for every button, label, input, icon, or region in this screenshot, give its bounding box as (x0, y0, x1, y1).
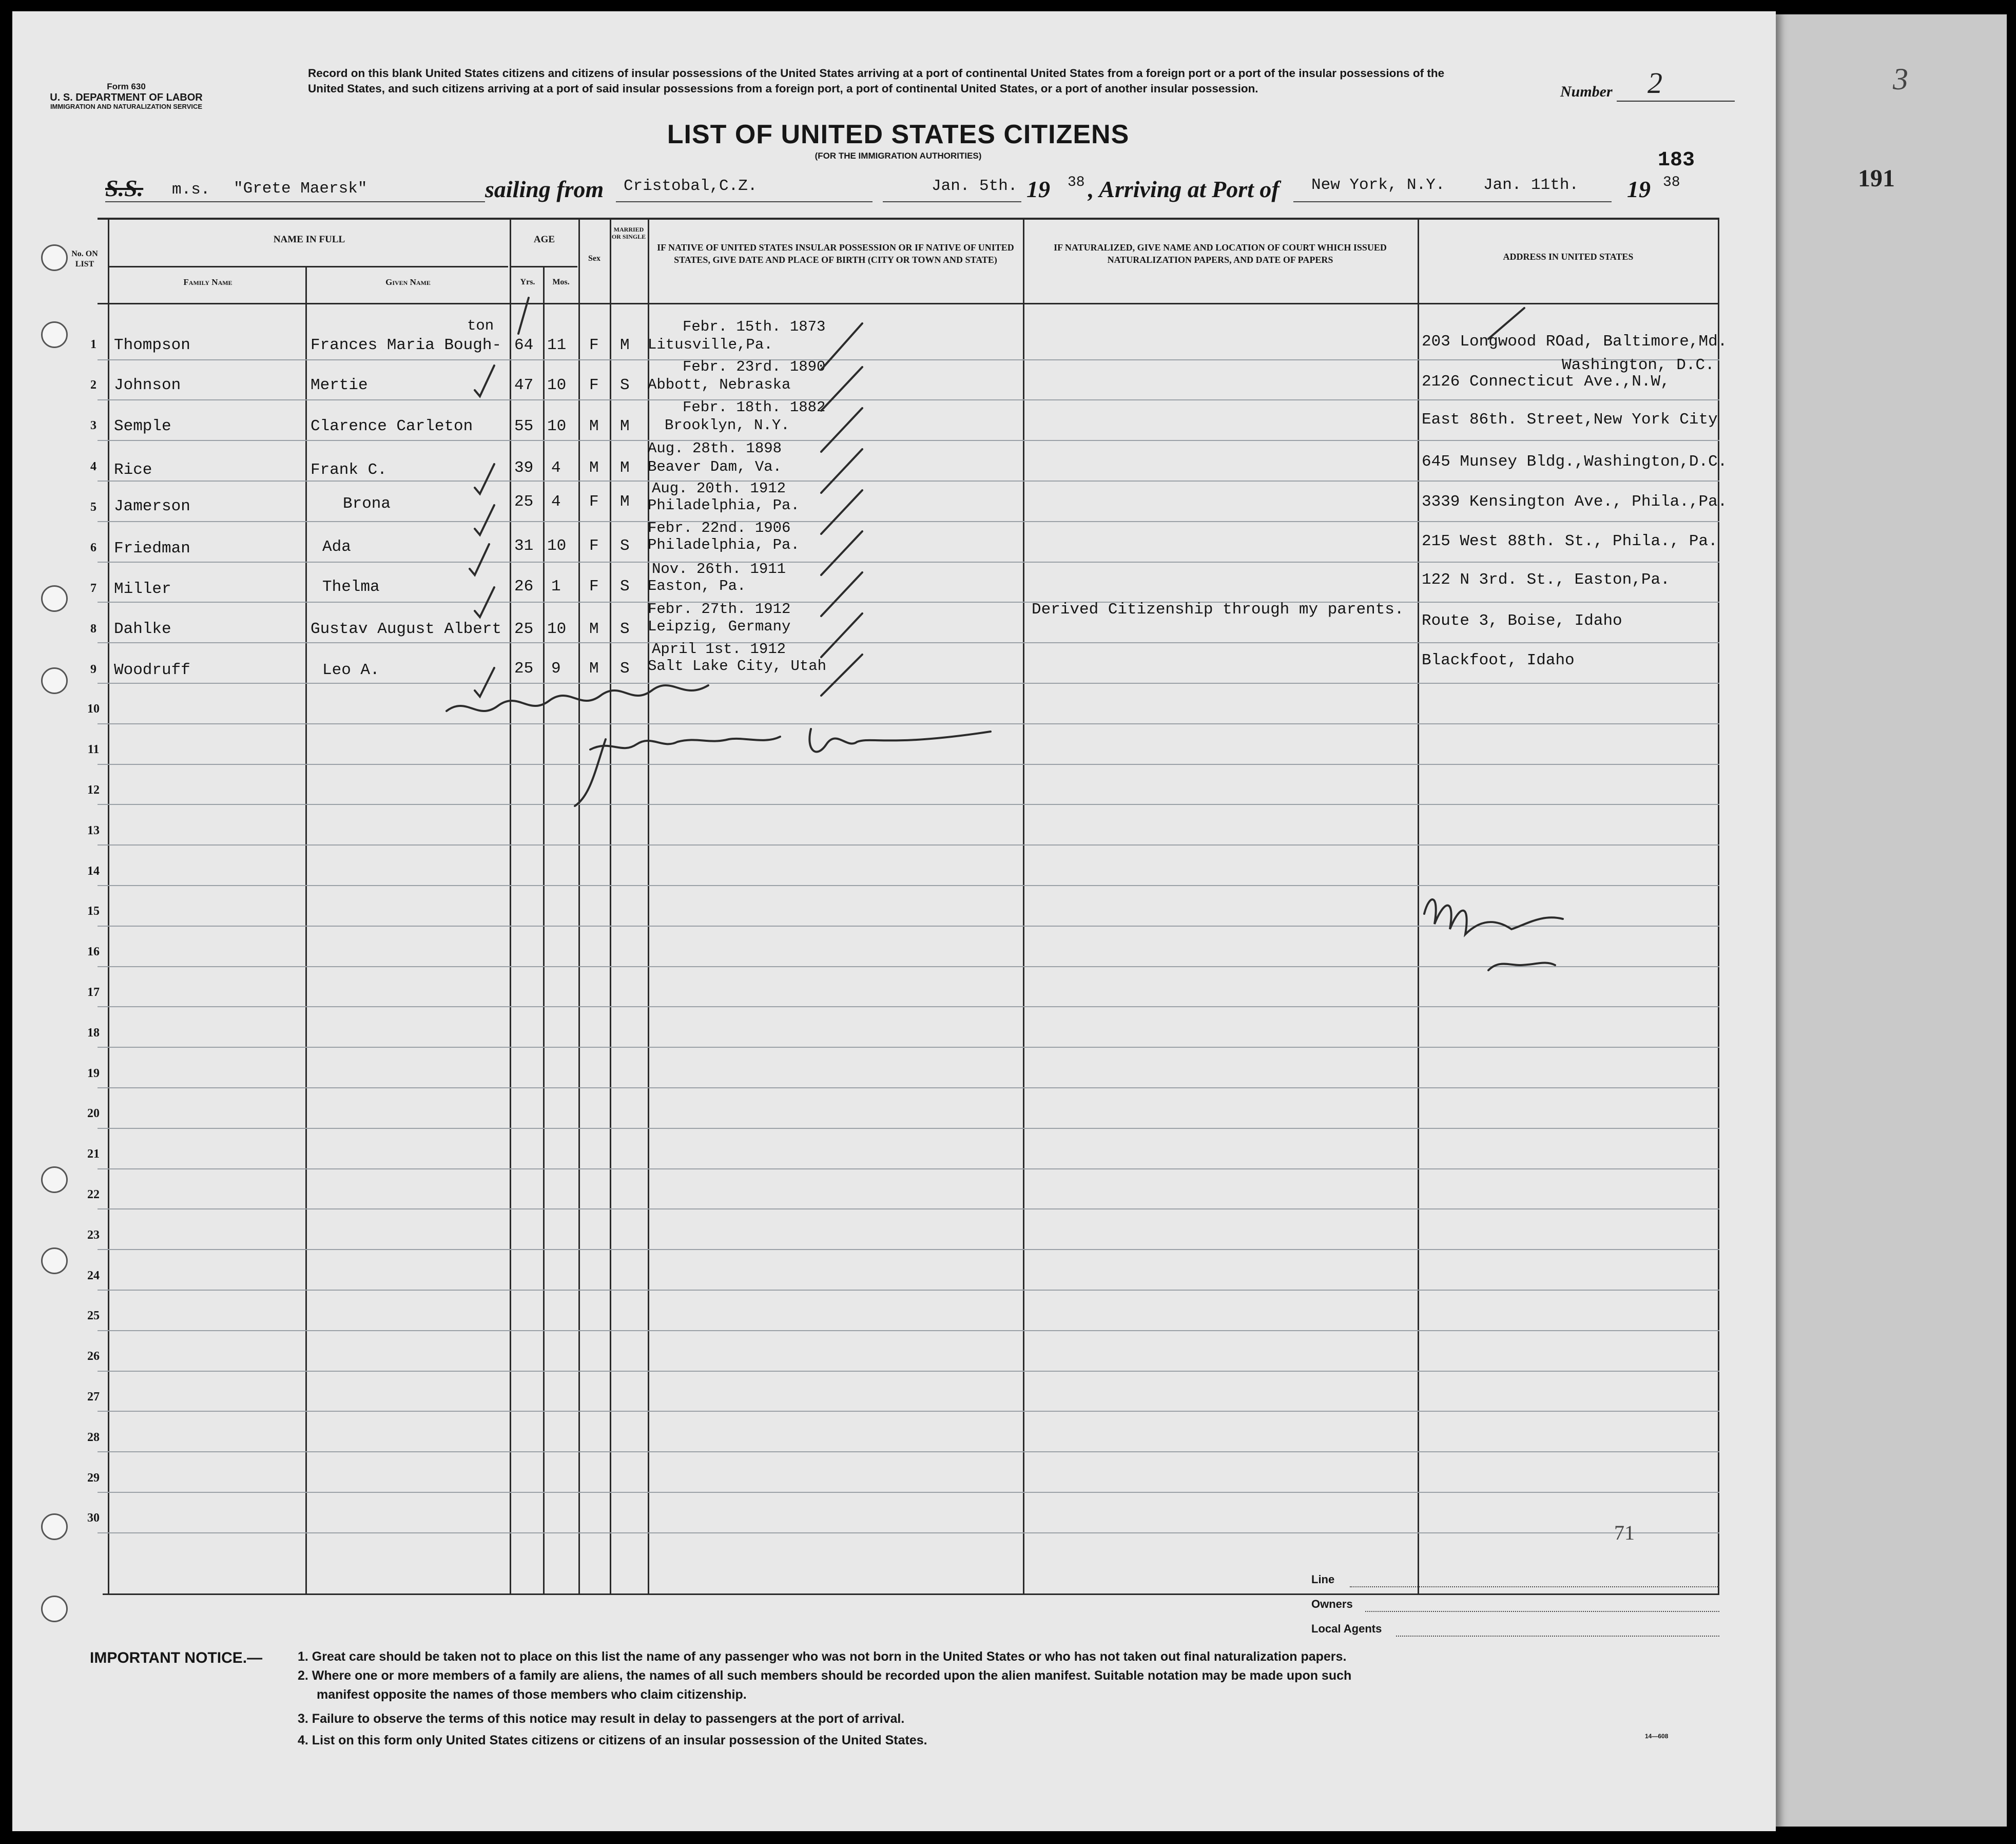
family-name: Rice (114, 461, 152, 479)
family-name: Semple (114, 417, 171, 435)
col-header-given: Given Name (385, 277, 431, 287)
col-header-address: ADDRESS IN UNITED STATES (1503, 252, 1634, 262)
family-name: Johnson (114, 376, 181, 394)
given-name: Leo A. (322, 661, 380, 679)
col-header-age: AGE (533, 234, 555, 245)
row-number: 9 (90, 663, 96, 676)
birth-place: Philadelphia, Pa. (648, 497, 800, 514)
check-mark (821, 323, 862, 370)
marital-status: S (620, 578, 630, 596)
row-number: 17 (87, 986, 100, 999)
row-number: 26 (87, 1350, 100, 1363)
service-name: IMMIGRATION AND NATURALIZATION SERVICE (50, 102, 203, 110)
check-mark (821, 613, 862, 657)
row-number: 18 (87, 1026, 100, 1040)
col-header-mos: Mos. (552, 278, 570, 286)
row-number: 29 (87, 1471, 100, 1485)
address: 122 N 3rd. St., Easton,Pa. (1422, 571, 1670, 589)
col-header-no: No. ON LIST (71, 249, 98, 268)
vessel-type: m.s. (172, 181, 210, 199)
check-mark (475, 587, 494, 617)
birth-date: Aug. 28th. 1898 (648, 440, 782, 457)
row-number: 16 (87, 945, 100, 958)
punch-hole (41, 585, 68, 612)
marital-status: M (620, 417, 630, 435)
notice-item-4: 4. List on this form only United States citizens or citizens of an insular possession of the United States. (298, 1733, 927, 1747)
age-months: 11 (547, 336, 567, 354)
signature (575, 729, 991, 806)
address: Route 3, Boise, Idaho (1422, 612, 1622, 630)
sailing-year: 38 (1068, 175, 1085, 190)
given-name: Ada (322, 538, 351, 556)
row-number: 19 (87, 1067, 100, 1080)
sex: M (589, 620, 599, 638)
punch-hole (41, 1596, 68, 1622)
notice-item-1: 1. Great care should be taken not to place on this list the name of any passenger who was not born in the United States or who has not taken out final naturalization papers. (298, 1649, 1347, 1664)
arrival-port: New York, N.Y. (1311, 176, 1445, 194)
given-name-continuation: ton (467, 317, 494, 334)
sex: F (589, 493, 599, 511)
sex: F (589, 376, 599, 394)
age-years: 55 (514, 417, 534, 435)
given-name: Mertie (311, 376, 368, 394)
row-number: 5 (90, 501, 96, 514)
department-name: U. S. DEPARTMENT OF LABOR (50, 91, 203, 103)
row-number: 28 (87, 1431, 100, 1444)
owners-label: Owners (1311, 1598, 1353, 1610)
row-number: 7 (90, 582, 96, 595)
sailing-from: Cristobal,C.Z. (624, 177, 758, 195)
birth-place: Brooklyn, N.Y. (665, 417, 790, 434)
row-number: 8 (90, 622, 96, 636)
birth-date: Nov. 26th. 1911 (652, 561, 786, 578)
age-months: 10 (547, 620, 567, 638)
marital-status: M (620, 493, 630, 511)
naturalization-note: Derived Citizenship through my parents. (1032, 601, 1404, 619)
row-number: 10 (87, 702, 100, 716)
family-name: Jamerson (114, 497, 190, 515)
master-signature (1424, 899, 1563, 970)
row-number: 3 (90, 419, 96, 432)
vessel-prefix: S.S. (105, 175, 144, 201)
birth-place: Philadelphia, Pa. (648, 536, 800, 553)
birth-place: Salt Lake City, Utah (648, 658, 827, 675)
birth-place: Abbott, Nebraska (648, 376, 791, 393)
age-months: 4 (551, 459, 561, 477)
arrival-date: Jan. 11th. (1483, 176, 1579, 194)
check-mark (821, 655, 862, 696)
number-label: Number (1560, 83, 1613, 100)
punch-hole (41, 667, 68, 694)
family-name: Miller (114, 580, 171, 598)
address: Blackfoot, Idaho (1422, 651, 1575, 669)
birth-place: Beaver Dam, Va. (648, 458, 782, 475)
birth-place: Leipzig, Germany (648, 618, 791, 635)
given-name: Clarence Carleton (311, 417, 473, 435)
given-name: Gustav August Albert (311, 620, 502, 638)
check-mark (475, 464, 494, 494)
sailing-date: Jan. 5th. (932, 177, 1018, 195)
row-number: 1 (90, 338, 96, 351)
age-months: 4 (551, 493, 561, 511)
given-name: Frank C. (311, 461, 387, 479)
row-number: 25 (87, 1309, 100, 1322)
row-number: 13 (87, 824, 100, 837)
birth-place: Easton, Pa. (648, 578, 746, 594)
col-header-sex: Sex (588, 254, 600, 263)
sailing-century: 19 (1026, 176, 1050, 202)
age-years: 47 (514, 376, 534, 394)
vessel-name: "Grete Maersk" (234, 180, 367, 198)
check-mark (518, 298, 529, 334)
age-years: 31 (514, 537, 534, 555)
check-mark (475, 505, 494, 535)
list-number: 2 (1647, 66, 1662, 100)
family-name: Woodruff (114, 661, 190, 679)
given-name: Brona (343, 495, 391, 513)
row-number: 11 (87, 743, 100, 756)
birth-place: Litusville,Pa. (648, 336, 773, 353)
address-continuation: Washington, D.C. (1562, 356, 1715, 374)
age-years: 64 (514, 336, 534, 354)
arriving-label: , Arriving at Port of (1088, 176, 1280, 202)
check-mark (470, 544, 489, 575)
birth-date: April 1st. 1912 (652, 641, 786, 658)
owners-field (1365, 1611, 1719, 1612)
sex: M (589, 459, 599, 477)
check-mark (821, 449, 862, 493)
instructions-text: Record on this blank United States citizens and citizens of insular possessions of the United States arriving at a port of continental United States from a foreign port or a port of the insular possessions of the United States, and such citizens arriving at a port of said insular possessions from a foreign port, a port of continental United States, or a port of another insular possession. (308, 67, 1445, 95)
form-code: 14—608 (1645, 1733, 1669, 1740)
row-number: 27 (87, 1390, 100, 1404)
age-months: 10 (547, 537, 567, 555)
family-name: Friedman (114, 540, 190, 558)
age-years: 39 (514, 459, 534, 477)
family-name: Thompson (114, 336, 190, 354)
sex: F (589, 537, 599, 555)
age-months: 1 (551, 578, 561, 596)
row-number: 30 (87, 1511, 100, 1525)
punch-hole (41, 1513, 68, 1540)
stamp-number: 183 (1658, 149, 1695, 172)
marital-status: M (620, 459, 630, 477)
sailing-label: sailing from (485, 176, 604, 202)
arrival-century: 19 (1627, 176, 1651, 202)
underlying-page-number: 191 (1858, 165, 1895, 192)
birth-date: Aug. 20th. 1912 (652, 480, 786, 497)
check-mark (821, 408, 862, 452)
row-number: 2 (90, 378, 96, 392)
age-years: 25 (514, 660, 534, 678)
address: 2126 Connecticut Ave.,N.W, (1422, 373, 1670, 391)
marital-status: S (620, 376, 630, 394)
marital-status: M (620, 336, 630, 354)
age-months: 10 (547, 376, 567, 394)
birth-date: Febr. 22nd. 1906 (648, 520, 791, 536)
address: 645 Munsey Bldg.,Washington,D.C. (1422, 453, 1728, 471)
check-mark (821, 367, 862, 411)
row-number: 23 (87, 1228, 100, 1242)
family-name: Dahlke (114, 620, 171, 638)
underlying-page-corner-mark: 3 (1893, 62, 1908, 96)
given-name: Thelma (322, 578, 380, 596)
age-years: 25 (514, 493, 534, 511)
notice-item-2-cont: manifest opposite the names of those members who claim citizenship. (317, 1687, 747, 1702)
col-header-naturalized: IF NATURALIZED, GIVE NAME AND LOCATION OF COURT WHICH ISSUED NATURALIZATION PAPERS, AND DATE OF PAPERS (1054, 242, 1387, 265)
marital-status: S (620, 620, 630, 638)
sex: F (589, 578, 599, 596)
arrival-year: 38 (1663, 175, 1680, 190)
address: 3339 Kensington Ave., Phila.,Pa. (1422, 493, 1728, 511)
col-header-name: NAME IN FULL (273, 234, 345, 245)
local-agents-label: Local Agents (1311, 1622, 1382, 1635)
notice-item-2: 2. Where one or more members of a family are aliens, the names of all such members should be recorded upon the alien manifest. Suitable notation may be made upon such (298, 1668, 1352, 1683)
form-number: Form 630 (107, 82, 146, 91)
row-number: 6 (90, 541, 96, 554)
row-number: 22 (87, 1188, 100, 1201)
page-mark: 71 (1614, 1521, 1635, 1544)
check-mark (475, 366, 494, 396)
birth-date: Febr. 18th. 1882 (683, 399, 826, 416)
given-name: Frances Maria Bough- (311, 336, 502, 354)
row-number: 15 (87, 905, 100, 918)
age-years: 26 (514, 578, 534, 596)
notice-item-3: 3. Failure to observe the terms of this notice may result in delay to passengers at the port of arrival. (298, 1712, 905, 1726)
line-field (1350, 1586, 1719, 1587)
row-number: 14 (87, 865, 100, 878)
check-mark (1488, 308, 1524, 339)
age-years: 25 (514, 620, 534, 638)
col-header-married: MARRIED OR SINGLE (611, 226, 646, 240)
marital-status: S (620, 537, 630, 555)
birth-date: Febr. 27th. 1912 (648, 601, 791, 618)
page-subtitle: (FOR THE IMMIGRATION AUTHORITIES) (815, 151, 982, 161)
col-header-yrs: Yrs. (520, 278, 535, 286)
row-number: 12 (87, 783, 100, 797)
row-number: 20 (87, 1107, 100, 1120)
sex: M (589, 417, 599, 435)
row-number: 24 (87, 1269, 100, 1282)
punch-hole (41, 1166, 68, 1193)
birth-date: Febr. 23rd. 1890 (683, 358, 826, 375)
age-months: 10 (547, 417, 567, 435)
signature (447, 685, 708, 711)
check-mark (821, 531, 862, 575)
sex: M (589, 660, 599, 678)
check-mark (821, 490, 862, 534)
row-number: 4 (90, 460, 96, 473)
address: 215 West 88th. St., Phila., Pa. (1422, 532, 1718, 550)
age-months: 9 (551, 660, 561, 678)
row-number: 21 (87, 1147, 100, 1161)
address: 203 Longwood ROad, Baltimore,Md. (1422, 333, 1728, 351)
address: East 86th. Street,New York City (1422, 411, 1718, 429)
local-agents-field (1396, 1636, 1719, 1637)
check-mark (821, 572, 862, 616)
check-mark (475, 668, 494, 697)
notice-heading: IMPORTANT NOTICE.— (90, 1649, 263, 1666)
punch-hole (41, 321, 68, 348)
page-title: LIST OF UNITED STATES CITIZENS (667, 120, 1130, 149)
punch-hole (41, 1247, 68, 1274)
birth-date: Febr. 15th. 1873 (683, 318, 826, 335)
marital-status: S (620, 660, 630, 678)
line-label: Line (1311, 1573, 1335, 1586)
sex: F (589, 336, 599, 354)
col-header-family: Family Name (183, 277, 232, 287)
punch-hole (41, 244, 68, 271)
col-header-birth: IF NATIVE OF UNITED STATES INSULAR POSSESSION OR IF NATIVE OF UNITED STATES, GIVE DATE AND PLACE OF BIRTH (CITY OR TOWN AND STATE) (657, 242, 1014, 265)
